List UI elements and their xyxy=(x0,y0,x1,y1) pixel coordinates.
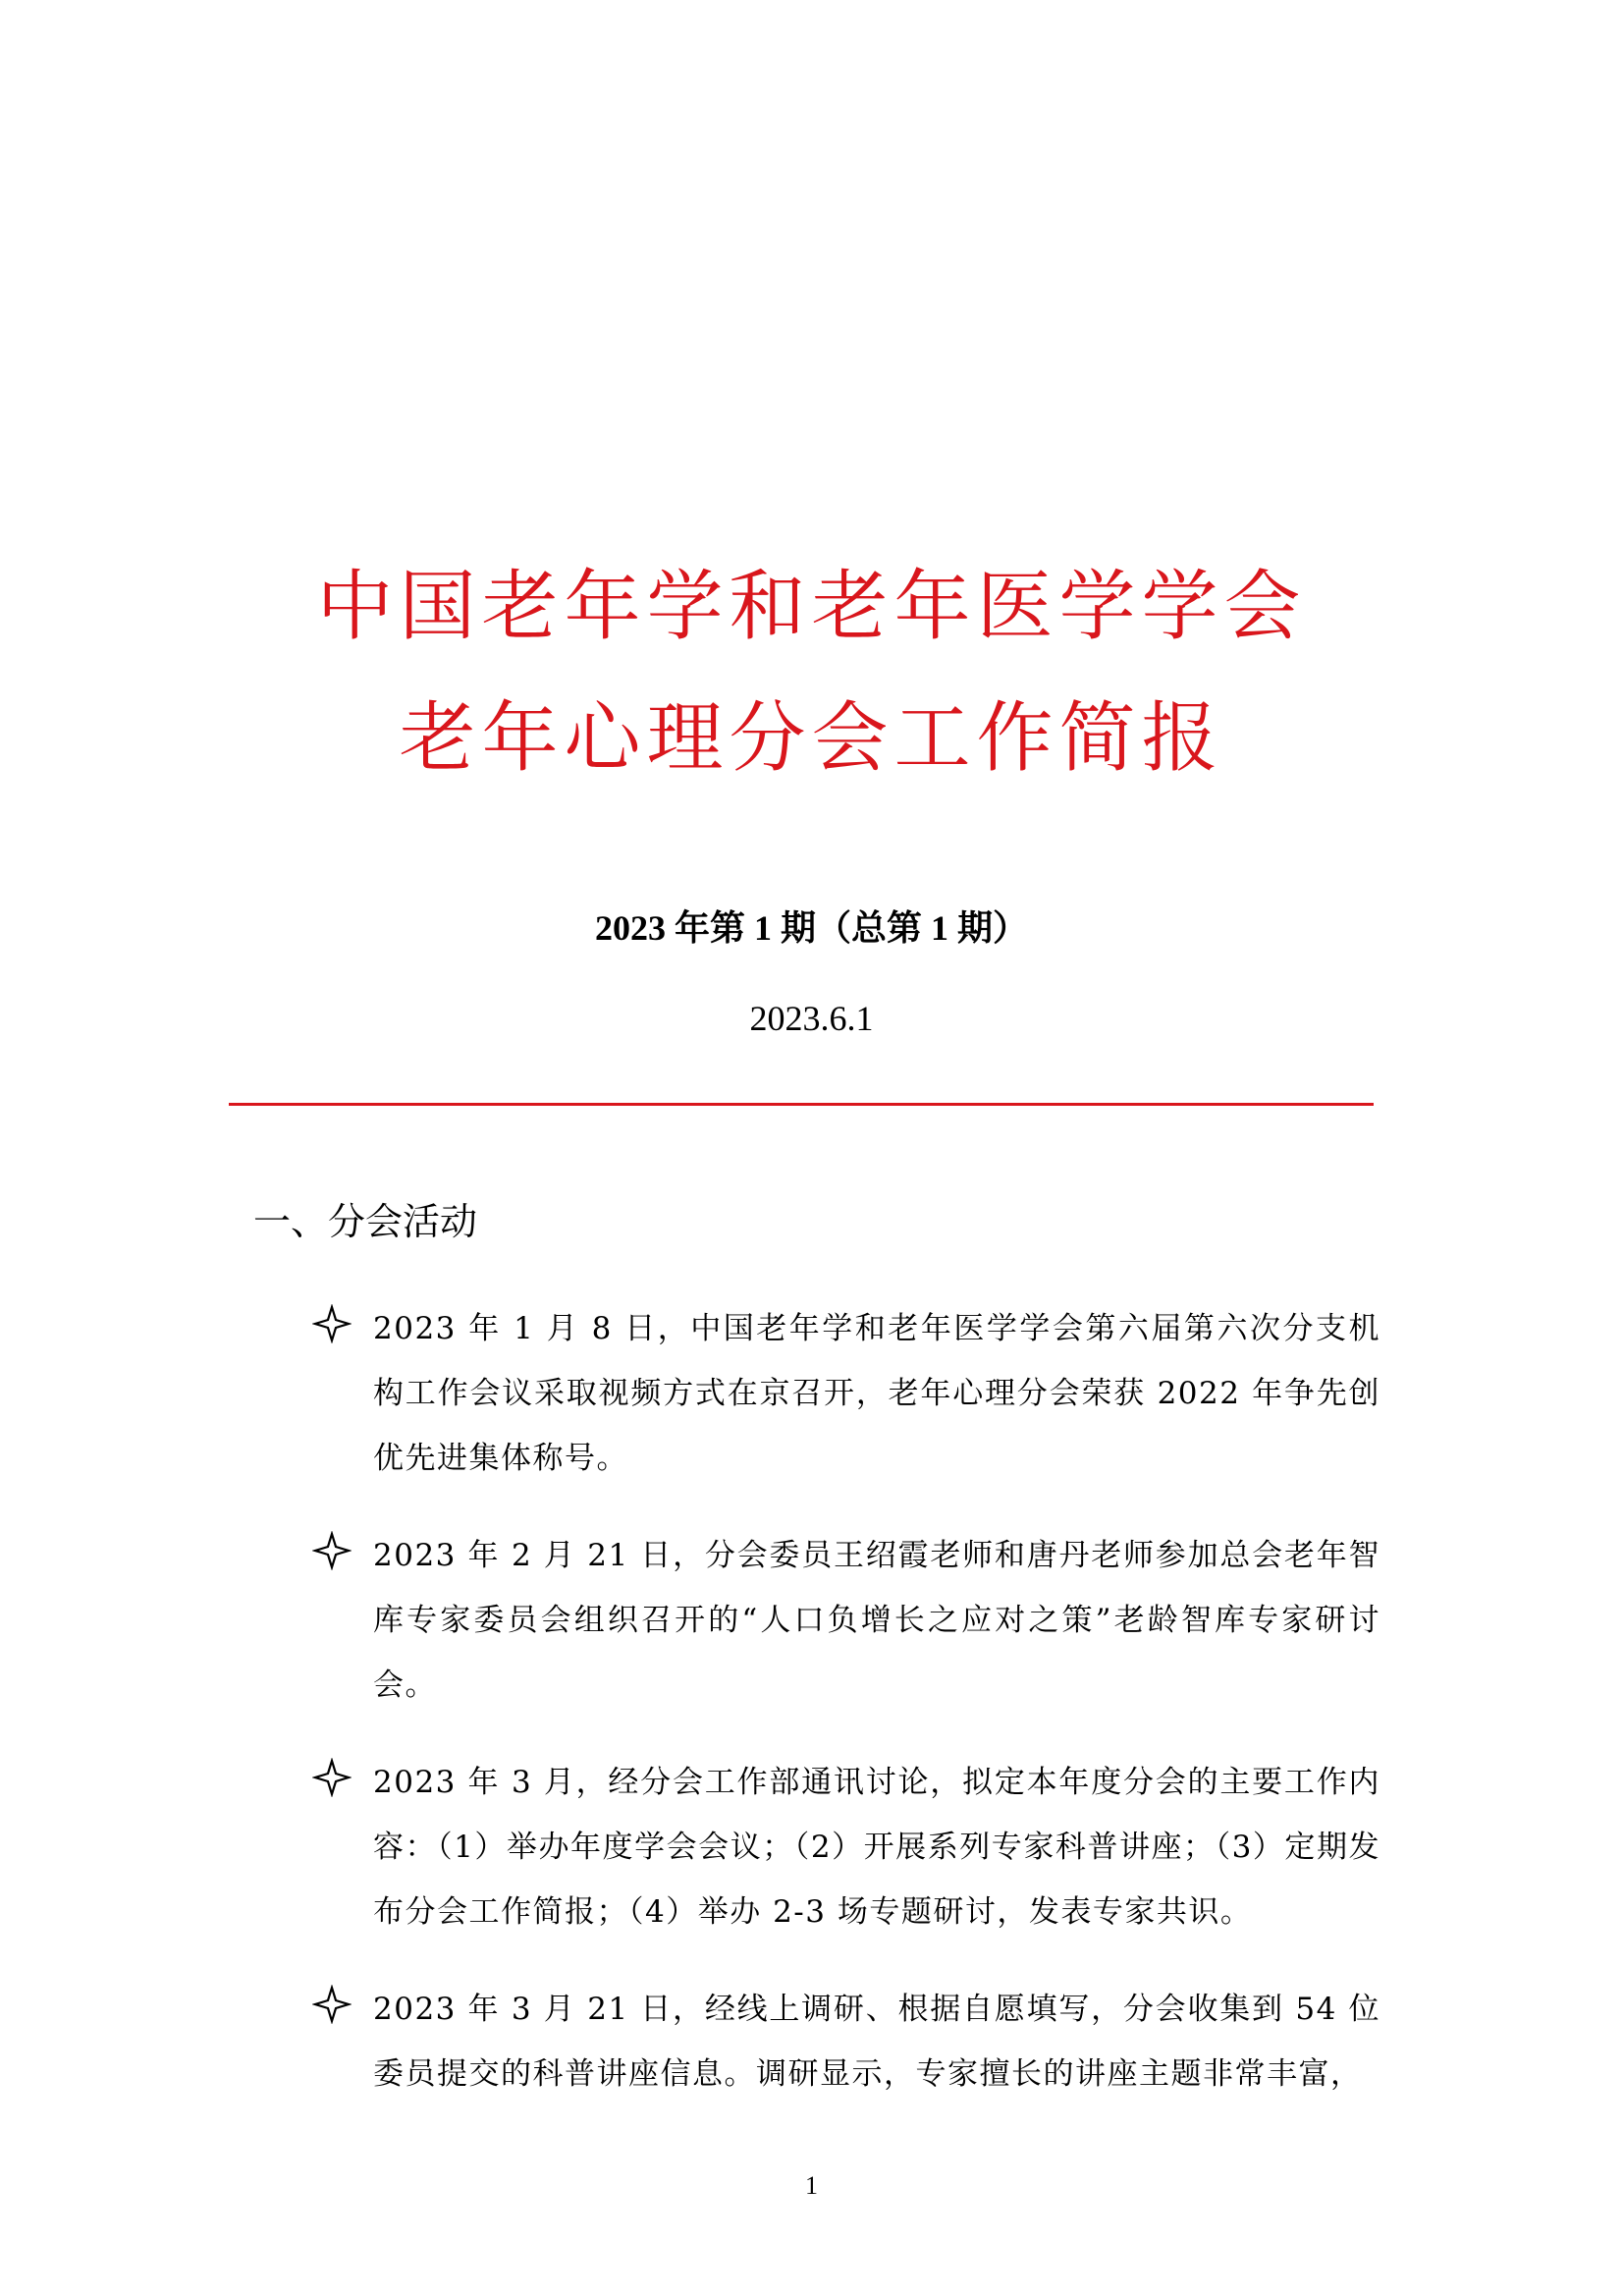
publish-date: 2023.6.1 xyxy=(749,999,874,1038)
issue-number: 2023 年第 1 期（总第 1 期） xyxy=(594,908,1028,948)
list-item-text: 2023 年 1 月 8 日，中国老年学和老年医学学会第六届第六次分支机构工作会议采取视频方式在京召开，老年心理分会荣获 2022 年争先创优先进集体称号。 xyxy=(373,1311,1380,1476)
four-point-star-outline-icon xyxy=(312,1531,352,1570)
red-divider xyxy=(229,1103,1374,1106)
four-point-star-outline-icon xyxy=(312,1304,352,1343)
four-point-star-outline-icon xyxy=(312,1758,352,1797)
document-title-line-1: 中国老年学和老年医学学会 xyxy=(316,563,1307,651)
section-heading: 一、分会活动 xyxy=(253,1200,478,1243)
page-number: 1 xyxy=(805,2171,818,2200)
list-item-text: 2023 年 3 月 21 日，经线上调研、根据自愿填写，分会收集到 54 位委员提交的科普讲座信息。调研显示，专家擅长的讲座主题非常丰富， xyxy=(373,1992,1380,2092)
list-item-text: 2023 年 2 月 21 日，分会委员王绍霞老师和唐丹老师参加总会老年智库专家委员会组织召开的“人口负增长之应对之策”老龄智库专家研讨会。 xyxy=(373,1538,1380,1703)
four-point-star-outline-icon xyxy=(312,1985,352,2024)
list-item-text: 2023 年 3 月，经分会工作部通讯讨论，拟定本年度分会的主要工作内容：（1）举办年度学会会议；（2）开展系列专家科普讲座；（3）定期发布分会工作简报；（4）举办 2-3 场专题研讨，发表专家共识。 xyxy=(373,1765,1380,1930)
document-title-line-2: 老年心理分会工作简报 xyxy=(399,694,1224,783)
